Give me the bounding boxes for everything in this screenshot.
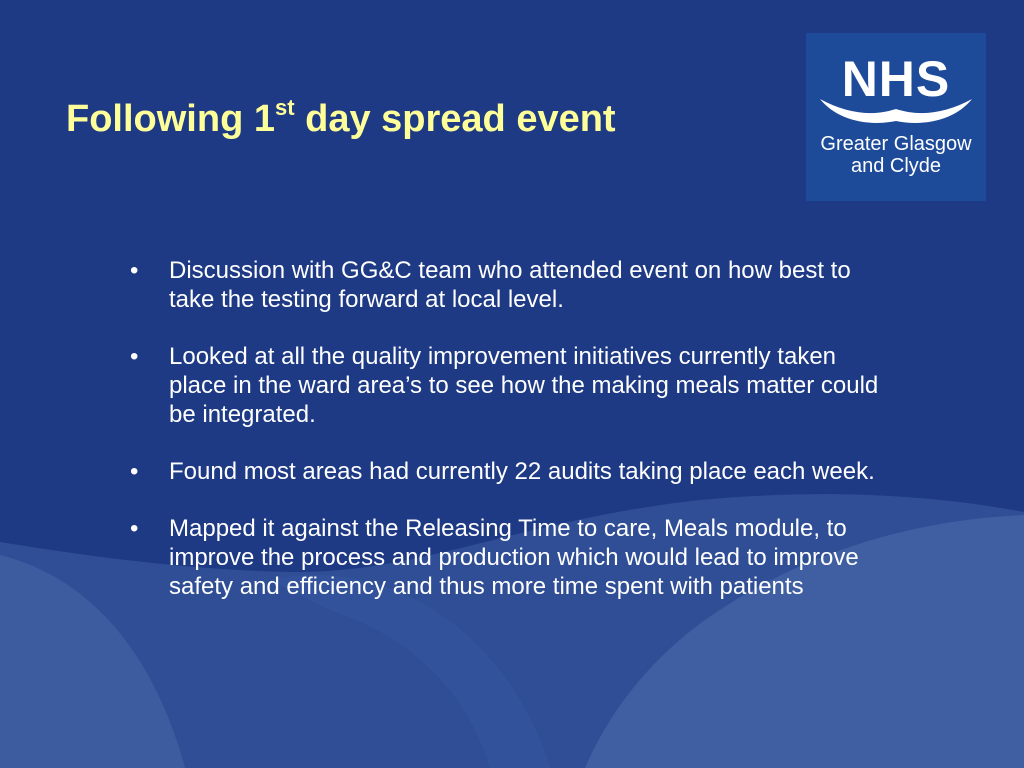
slide-title [66, 95, 616, 141]
bullet-text: Looked at all the quality improvement initiatives currently taken place in the ward area’s to see how the making meals matter could be integrated. [169, 343, 879, 428]
bullet-marker: • [130, 458, 139, 485]
bullet-marker: • [130, 515, 139, 542]
bullet-item [130, 514, 890, 601]
logo-line-1: Greater Glasgow [820, 133, 972, 155]
bullet-text: Mapped it against the Releasing Time to care, Meals module, to improve the process and production which would lead to improve safety and efficiency and thus more time spent with patients [169, 515, 859, 600]
nhs-logo [806, 33, 986, 201]
bullet-marker: • [130, 257, 139, 284]
bullet-list [130, 256, 890, 629]
slide-title-rest: day spread event [294, 98, 616, 140]
bullet-item [130, 342, 890, 429]
slide-title-main: Following 1 [66, 98, 275, 140]
bullet-marker: • [130, 343, 139, 370]
logo-wordmark: NHS [841, 51, 951, 107]
bullet-text: Found most areas had currently 22 audits taking place each week. [169, 458, 875, 485]
bullet-item [130, 457, 890, 486]
bullet-item [130, 256, 890, 314]
slide-title-superscript: st [274, 95, 295, 121]
logo-line-2: and Clyde [850, 155, 942, 177]
bullet-text: Discussion with GG&C team who attended event on how best to take the testing forward at local level. [169, 257, 851, 313]
